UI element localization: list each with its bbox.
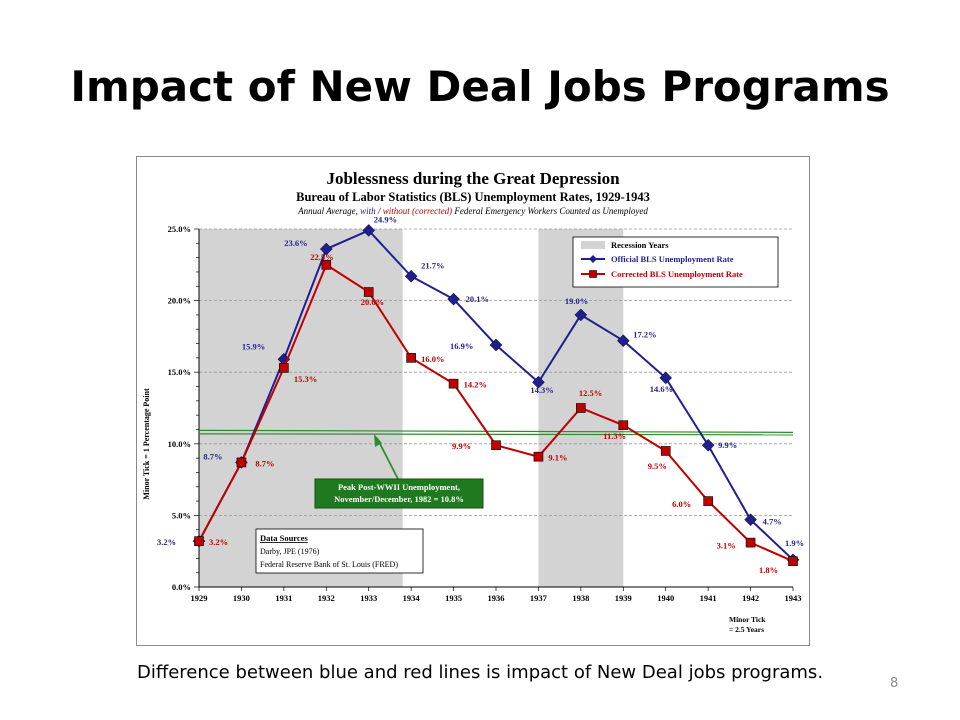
corrected-data-label: 15.3% <box>293 373 318 384</box>
y-tick-label: 0.0% <box>171 582 191 592</box>
corrected-data-label: 9.1% <box>548 452 568 463</box>
corrected-point <box>449 379 458 388</box>
x-axis-note-line-2: = 2.5 Years <box>729 625 765 634</box>
legend-corrected-marker <box>590 271 597 278</box>
corrected-point <box>279 363 288 372</box>
chart-note-part: Federal Emergency Workers Counted as Unemployed <box>452 206 648 216</box>
corrected-data-label: 12.5% <box>578 388 603 398</box>
x-tick-label: 1935 <box>445 593 463 603</box>
chart-title: Joblessness during the Great Depression <box>326 169 620 188</box>
legend-recession-swatch <box>581 241 605 249</box>
corrected-data-label: 1.8% <box>759 565 779 576</box>
chart-note-part: Annual Average, <box>298 206 361 216</box>
corrected-point <box>619 421 628 430</box>
corrected-data-label: 9.9% <box>452 441 472 452</box>
corrected-data-label: 16.0% <box>421 353 445 364</box>
corrected-data-label: 22.5% <box>310 251 334 262</box>
x-tick-label: 1929 <box>190 593 208 603</box>
corrected-point <box>704 497 713 506</box>
corrected-data-label: 8.7% <box>255 458 275 469</box>
official-data-label: 17.2% <box>633 329 657 340</box>
slide-caption: Difference between blue and red lines is impact of New Deal jobs programs. <box>136 662 824 683</box>
corrected-data-label: 6.0% <box>672 499 692 510</box>
annotation-line-1: Peak Post-WWII Unemployment, <box>337 482 461 492</box>
unemployment-chart <box>137 157 809 645</box>
legend <box>573 237 778 287</box>
x-axis-note-line-1: Minor Tick <box>729 615 766 624</box>
sources-line-2: Federal Reserve Bank of St. Louis (FRED) <box>260 560 398 569</box>
corrected-point <box>492 441 501 450</box>
y-axis-label: Minor Tick = 1 Percentage Point <box>142 388 151 500</box>
official-data-label: 20.1% <box>465 294 489 305</box>
corrected-data-label: 3.1% <box>716 540 736 551</box>
x-tick-label: 1940 <box>657 593 675 603</box>
official-point <box>702 439 714 451</box>
official-data-label: 24.9% <box>373 214 398 225</box>
official-data-label: 14.3% <box>530 385 554 396</box>
x-tick-label: 1932 <box>317 593 335 603</box>
x-tick-label: 1938 <box>572 593 590 603</box>
corrected-data-label: 9.5% <box>647 460 667 471</box>
legend-corrected-label: Corrected BLS Unemployment Rate <box>611 269 743 279</box>
x-tick-label: 1934 <box>402 593 420 603</box>
official-data-label: 1.9% <box>785 537 805 548</box>
annotation-line-2: November/December, 1982 = 10.8% <box>334 494 464 504</box>
data-sources <box>256 529 423 573</box>
corrected-point <box>534 452 543 461</box>
x-tick-label: 1930 <box>232 593 250 603</box>
x-tick-label: 1943 <box>784 593 802 603</box>
corrected-data-label: 14.2% <box>463 379 487 390</box>
chart-note-with: with <box>360 206 376 216</box>
corrected-point <box>746 538 755 547</box>
y-tick-label: 25.0% <box>167 224 191 234</box>
y-tick-label: 10.0% <box>167 438 191 449</box>
chart-frame <box>136 156 810 646</box>
slide-title: Impact of New Deal Jobs Programs <box>70 62 890 111</box>
official-data-label: 4.7% <box>762 516 782 527</box>
chart-note-part: / <box>375 206 383 216</box>
x-tick-label: 1937 <box>529 593 547 603</box>
official-data-label: 9.9% <box>718 440 738 451</box>
chart-note <box>297 206 648 216</box>
official-data-label: 23.6% <box>284 238 308 249</box>
x-tick-label: 1933 <box>360 593 378 603</box>
x-tick-label: 1931 <box>275 593 293 603</box>
legend-recession-label: Recession Years <box>611 240 669 250</box>
official-data-label: 15.9% <box>241 341 266 352</box>
x-tick-label: 1936 <box>487 593 505 603</box>
y-tick-label: 5.0% <box>171 510 191 521</box>
sources-heading: Data Sources <box>260 533 308 543</box>
corrected-point <box>195 537 204 546</box>
corrected-data-label: 20.6% <box>360 297 385 308</box>
corrected-point <box>576 404 585 413</box>
official-data-label: 3.2% <box>157 537 177 548</box>
corrected-data-label: 3.2% <box>209 537 229 548</box>
corrected-point <box>789 557 798 566</box>
y-tick-label: 15.0% <box>167 367 191 378</box>
legend-official-label: Official BLS Unemployment Rate <box>611 254 734 264</box>
official-data-label: 14.6% <box>649 383 674 394</box>
corrected-point <box>661 446 670 455</box>
official-data-label: 19.0% <box>564 295 589 306</box>
official-data-label: 21.7% <box>421 260 445 271</box>
x-tick-label: 1941 <box>699 593 717 603</box>
sources-line-1: Darby, JPE (1976) <box>260 547 320 556</box>
corrected-data-label: 11.3% <box>603 431 627 442</box>
corrected-point <box>237 458 246 467</box>
corrected-point <box>407 353 416 362</box>
x-tick-label: 1942 <box>742 593 760 603</box>
chart-subtitle: Bureau of Labor Statistics (BLS) Unemployment Rates, 1929-1943 <box>296 190 650 204</box>
official-data-label: 8.7% <box>203 451 223 462</box>
official-data-label: 16.9% <box>450 340 474 351</box>
corrected-point <box>364 288 373 297</box>
chart-note-without: without (corrected) <box>382 206 453 216</box>
y-tick-label: 20.0% <box>167 295 191 306</box>
page-number: 8 <box>890 676 899 691</box>
x-tick-label: 1939 <box>614 593 632 603</box>
